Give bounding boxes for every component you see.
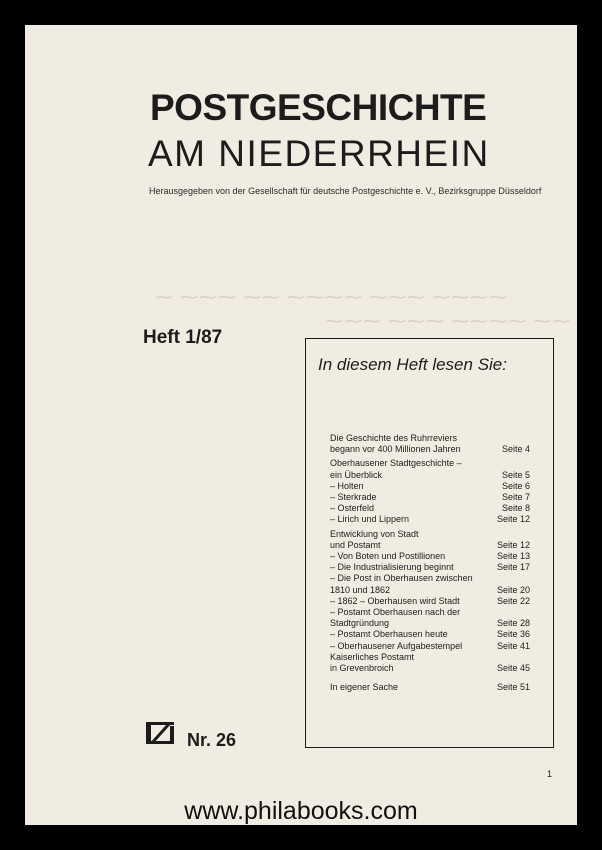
publisher-logo-icon [143, 720, 177, 746]
toc-entry [330, 573, 530, 595]
toc-entry-page: Seite 41 [496, 640, 530, 651]
toc-entry [330, 458, 530, 480]
publisher-subtitle: Herausgegeben von der Gesellschaft für deutsche Postgeschichte e. V., Bezirksgruppe Düsseldorf [149, 186, 542, 196]
toc-entry [330, 641, 530, 652]
toc-entry [330, 607, 530, 629]
show-through-texture: ⁓ ⁓⁓⁓ ⁓⁓ ⁓⁓⁓⁓ ⁓⁓⁓ ⁓⁓⁓⁓ [155, 287, 509, 307]
title-line-1: POSTGESCHICHTE [150, 87, 487, 128]
toc-entry [330, 481, 530, 492]
toc-entry [330, 503, 530, 514]
toc-entry-title: – Postamt Oberhausen nach der Stadtgründung [330, 607, 461, 629]
toc-entry-title: – Postamt Oberhausen heute [330, 629, 448, 640]
toc-entry-page: Seite 36 [496, 629, 530, 640]
issue-number: Nr. 26 [187, 730, 237, 750]
toc-entry-title: – 1862 – Oberhausen wird Stadt [330, 595, 460, 606]
toc-entry-page: Seite 17 [496, 562, 530, 573]
toc-entry [330, 596, 530, 607]
toc-entry [330, 514, 530, 525]
toc-entry-page: Seite 5 [501, 469, 530, 480]
toc-entry-title: – Lirich und Lippern [330, 514, 410, 525]
toc-entry-title: – Sterkrade [330, 492, 377, 503]
toc-entry [330, 682, 530, 693]
toc-entry-page: Seite 7 [501, 492, 530, 503]
toc-entry-title: Oberhausener Stadtgeschichte – ein Überblick [330, 458, 462, 480]
toc-entry-title: Die Geschichte des Ruhrreviers begann vor 400 Millionen Jahren [330, 433, 461, 455]
toc-entry-page: Seite 12 [496, 539, 530, 550]
toc-entry [330, 433, 530, 455]
toc-entry [330, 629, 530, 640]
toc-entry [330, 529, 530, 551]
toc-entry-page: Seite 51 [496, 682, 530, 693]
toc-entry-title: Kaiserliches Postamt in Grevenbroich [330, 651, 415, 674]
title-line-2: AM NIEDERRHEIN [148, 133, 490, 174]
toc-entry-page: Seite 8 [501, 503, 530, 514]
toc-entry [330, 562, 530, 573]
table-of-contents [305, 338, 554, 748]
toc-entry-title: – Holten [330, 480, 364, 491]
watermark: www.philabooks.com [184, 797, 418, 825]
toc-entry-page: Seite 28 [496, 618, 530, 629]
toc-entry-title: – Die Post in Oberhausen zwischen 1810 und 1862 [330, 573, 473, 595]
toc-entry-page: Seite 6 [501, 480, 530, 491]
toc-entry [330, 652, 530, 674]
toc-entry-page: Seite 20 [496, 584, 530, 595]
document-page [25, 25, 577, 825]
toc-entry-title: In eigener Sache [330, 682, 399, 693]
toc-entry-title: – Oberhausener Aufgabestempel [330, 640, 463, 651]
issue-heft: Heft 1/87 [143, 327, 223, 348]
show-through-texture: ⁓⁓⁓ ⁓⁓⁓ ⁓⁓⁓⁓ ⁓⁓ [325, 311, 572, 331]
toc-entry-page: Seite 45 [496, 663, 530, 674]
page-number: 1 [547, 769, 553, 779]
toc-entry-page: Seite 12 [496, 514, 530, 525]
toc-entry-page: Seite 4 [501, 444, 530, 455]
toc-list [330, 433, 530, 693]
toc-entry-title: Entwicklung von Stadt und Postamt [330, 528, 419, 550]
toc-entry-title: – Osterfeld [330, 503, 375, 514]
toc-entry [330, 551, 530, 562]
toc-entry-title: – Die Industrialisierung beginnt [330, 562, 454, 573]
toc-entry [330, 492, 530, 503]
toc-heading: In diesem Heft lesen Sie: [318, 355, 507, 374]
toc-entry-page: Seite 13 [496, 551, 530, 562]
toc-entry-page: Seite 22 [496, 595, 530, 606]
toc-entry-title: – Von Boten und Postillionen [330, 551, 446, 562]
